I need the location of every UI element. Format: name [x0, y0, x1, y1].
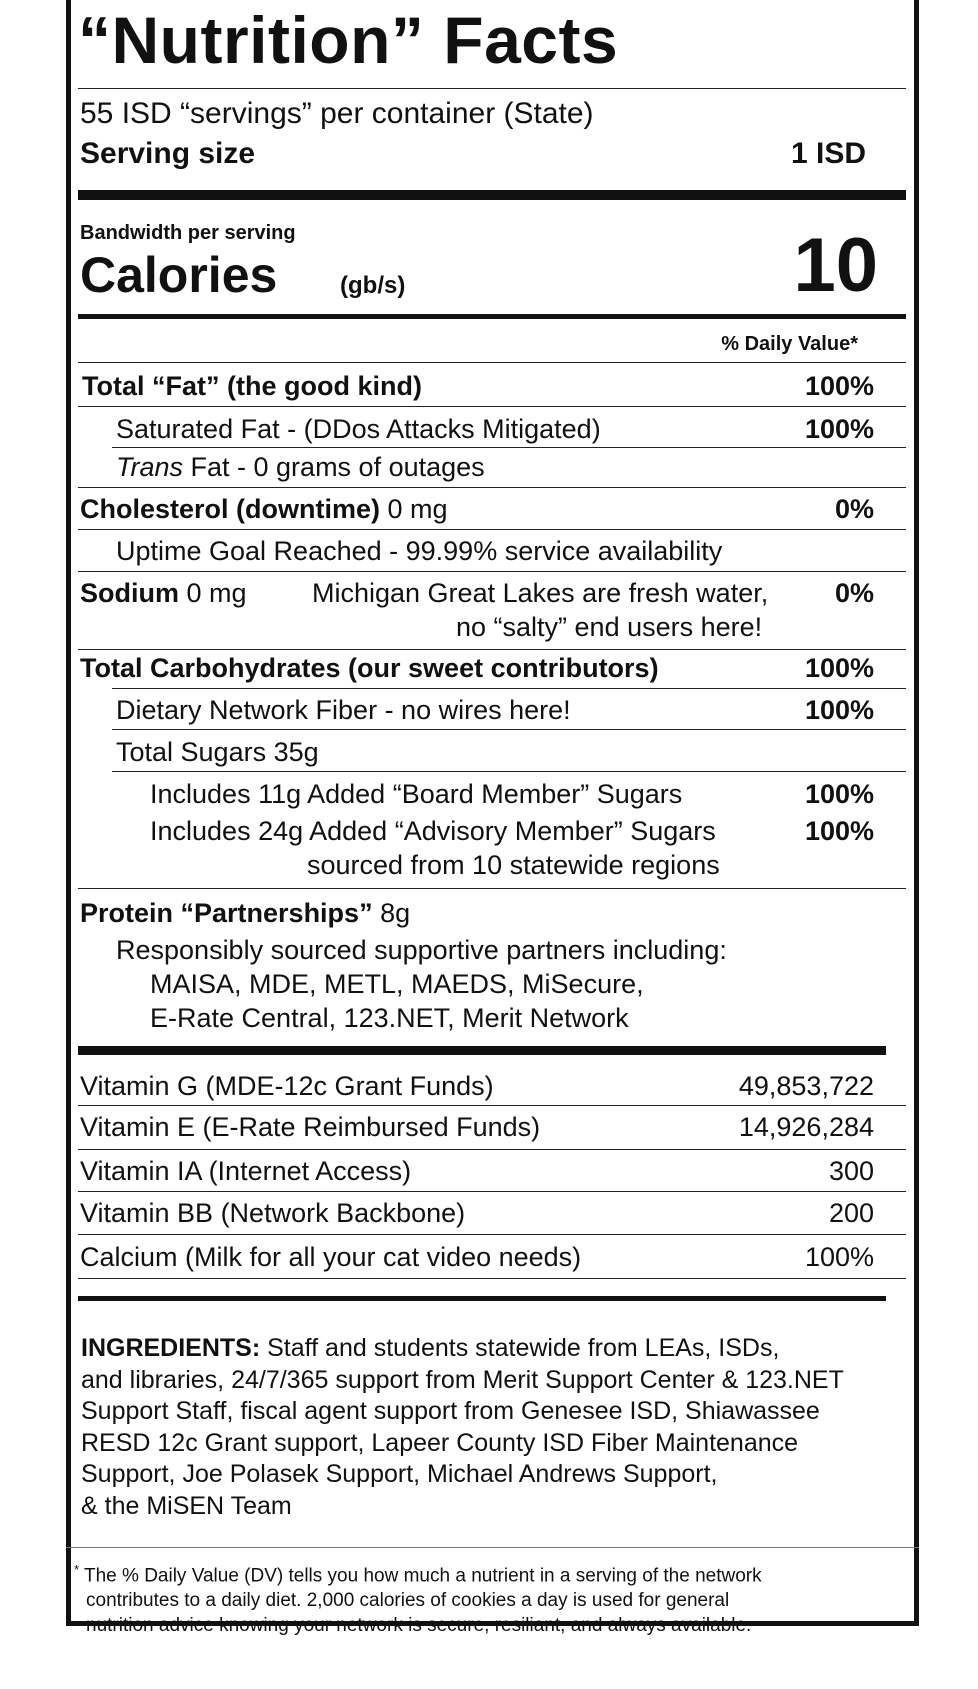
divider — [78, 1234, 906, 1235]
label-title: “Nutrition” Facts — [78, 3, 619, 77]
divider — [112, 771, 906, 772]
sodium-note-line1: Michigan Great Lakes are fresh water, — [312, 578, 769, 608]
protein-row — [80, 898, 410, 929]
trans-fat-label: Fat - 0 grams of outages — [183, 452, 485, 482]
cholesterol-amount: 0 mg — [380, 494, 448, 524]
divider — [78, 406, 906, 407]
ingredients-label: INGREDIENTS: — [81, 1334, 261, 1362]
vitamin-label: Vitamin BB (Network Backbone) — [80, 1198, 466, 1228]
divider — [112, 447, 906, 448]
trans-fat-italic: Trans — [116, 452, 184, 482]
footnote — [74, 1557, 914, 1638]
divider — [78, 487, 906, 488]
ingredients-text: Staff and students statewide from LEAs, ISDs, — [260, 1334, 780, 1362]
saturated-fat-label: Saturated Fat - (DDos Attacks Mitigated) — [116, 414, 601, 444]
advisory-sugars-dv: 100% — [804, 816, 874, 846]
ingredients-line: Support Staff, fiscal agent support from Genesee ISD, Shiawassee — [81, 1397, 820, 1425]
total-carbs-dv: 100% — [804, 653, 874, 683]
vitamin-value: 49,853,722 — [738, 1071, 874, 1101]
board-sugars-label: Includes 11g Added “Board Member” Sugars — [150, 779, 683, 809]
footnote-mark: * — [74, 1562, 80, 1577]
vitamin-value: 100% — [804, 1242, 874, 1272]
footnote-line: contributes to a daily diet. 2,000 calories of cookies a day is used for general — [86, 1590, 730, 1612]
divider — [78, 1191, 906, 1192]
divider — [78, 649, 906, 650]
vitamin-label: Calcium (Milk for all your cat video needs) — [80, 1242, 582, 1272]
footnote-line — [74, 1557, 914, 1588]
sodium-amount: 0 mg — [179, 578, 247, 608]
fiber-dv: 100% — [804, 695, 874, 725]
ingredients-block — [81, 1333, 911, 1522]
thick-divider — [78, 190, 906, 200]
total-sugars-label: Total Sugars 35g — [116, 737, 319, 767]
cholesterol-row — [80, 494, 448, 525]
vitamin-value: 200 — [828, 1198, 874, 1228]
vitamin-label: Vitamin E (E-Rate Reimbursed Funds) — [80, 1112, 541, 1142]
sodium-row — [80, 578, 247, 609]
serving-size-value: 1 ISD — [790, 137, 866, 170]
cholesterol-dv: 0% — [834, 494, 874, 524]
thick-divider — [78, 1046, 886, 1055]
divider — [78, 1149, 906, 1150]
vitamin-label: Vitamin IA (Internet Access) — [80, 1156, 412, 1186]
total-fat-label: Total “Fat” (the good kind) — [82, 371, 422, 401]
footnote-text: The % Daily Value (DV) tells you how much a nutrient in a serving of the network — [79, 1565, 762, 1587]
protein-line2: MAISA, MDE, METL, MAEDS, MiSecure, — [150, 969, 644, 999]
divider — [66, 1547, 919, 1548]
protein-amount: 8g — [372, 898, 411, 928]
sodium-dv: 0% — [834, 578, 874, 608]
divider — [112, 688, 906, 689]
ingredients-line: Support, Joe Polasek Support, Michael Andrews Support, — [81, 1460, 718, 1488]
servings-per-container: 55 ISD “servings” per container (State) — [80, 97, 594, 130]
divider — [78, 571, 906, 572]
uptime-label: Uptime Goal Reached - 99.99% service availability — [116, 536, 723, 566]
calories-value: 10 — [793, 223, 878, 308]
board-sugars-dv: 100% — [804, 779, 874, 809]
vitamin-value: 14,926,284 — [738, 1112, 874, 1142]
divider — [78, 1278, 906, 1279]
advisory-sugars-label-line2: sourced from 10 statewide regions — [307, 850, 720, 880]
footnote-line: nutrition advice knowing your network is secure, resiliant, and always available. — [86, 1615, 752, 1637]
sodium-label: Sodium — [80, 578, 179, 608]
divider — [78, 529, 906, 530]
advisory-sugars-label: Includes 24g Added “Advisory Member” Sugars — [150, 816, 716, 846]
ingredients-line — [81, 1333, 911, 1365]
protein-line1: Responsibly sourced supportive partners including: — [116, 935, 727, 965]
divider — [78, 1105, 906, 1106]
calories-label: Calories — [80, 247, 278, 303]
cholesterol-label: Cholesterol (downtime) — [80, 494, 381, 524]
calories-caption: Bandwidth per serving — [80, 222, 296, 244]
divider — [78, 88, 906, 89]
protein-label: Protein “Partnerships” — [80, 898, 373, 928]
sodium-note-line2: no “salty” end users here! — [456, 612, 763, 642]
vitamin-value: 300 — [828, 1156, 874, 1186]
daily-value-header: % Daily Value* — [721, 333, 858, 355]
total-carbs-label: Total Carbohydrates (our sweet contributors) — [80, 653, 659, 683]
calories-unit: (gb/s) — [340, 272, 406, 299]
divider — [78, 362, 906, 363]
medium-divider — [78, 1296, 886, 1301]
total-fat-dv: 100% — [804, 371, 874, 401]
fiber-label: Dietary Network Fiber - no wires here! — [116, 695, 571, 725]
protein-line3: E-Rate Central, 123.NET, Merit Network — [150, 1003, 629, 1033]
ingredients-line: RESD 12c Grant support, Lapeer County ISD Fiber Maintenance — [81, 1428, 799, 1457]
divider — [112, 729, 906, 730]
vitamin-label: Vitamin G (MDE-12c Grant Funds) — [80, 1071, 494, 1101]
medium-divider — [78, 314, 906, 319]
trans-fat-row — [116, 452, 485, 483]
serving-size-label: Serving size — [80, 137, 256, 170]
ingredients-line: & the MiSEN Team — [81, 1491, 292, 1520]
saturated-fat-dv: 100% — [804, 414, 874, 444]
divider — [78, 888, 906, 889]
ingredients-line: and libraries, 24/7/365 support from Merit Support Center & 123.NET — [81, 1365, 844, 1394]
